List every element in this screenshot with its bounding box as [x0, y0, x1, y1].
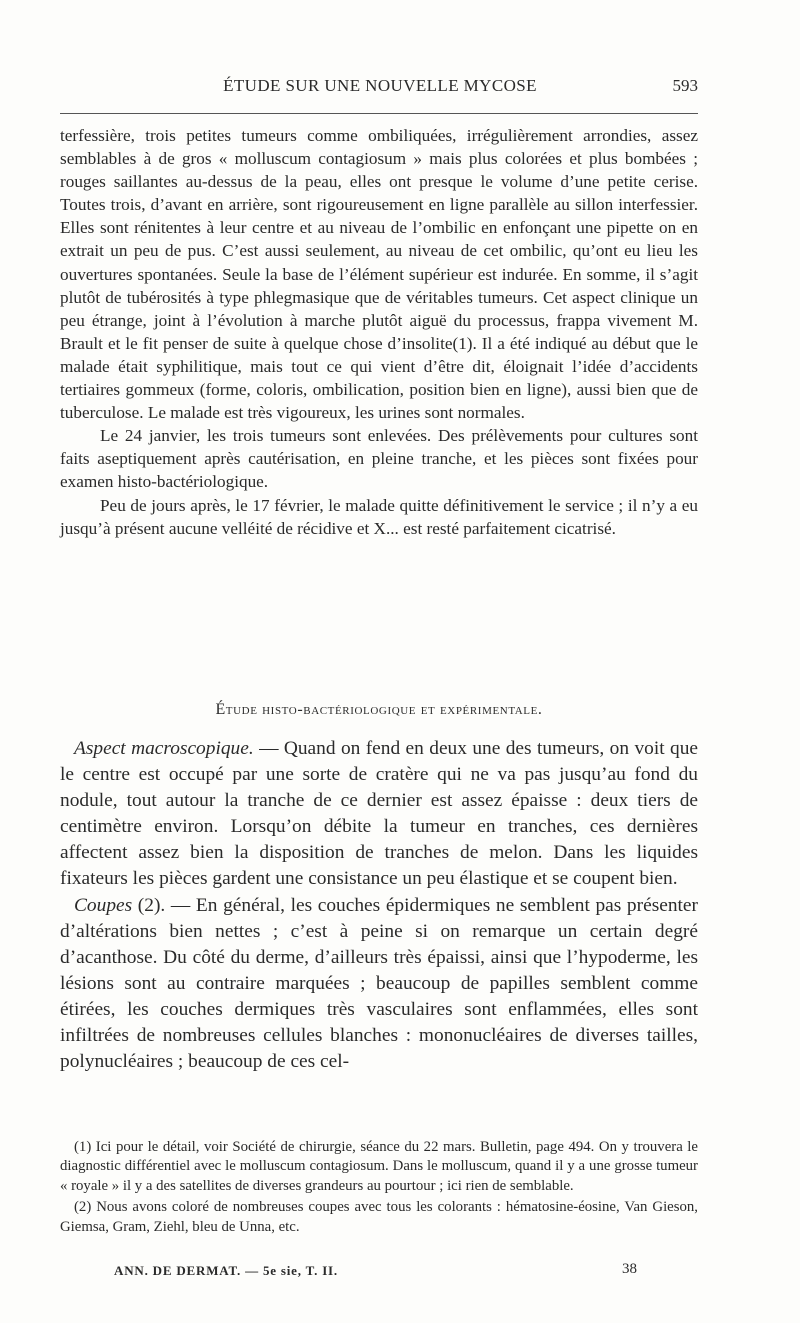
page-footer [60, 1261, 698, 1283]
page-header [60, 76, 700, 100]
running-title: ÉTUDE SUR UNE NOUVELLE MYCOSE [223, 76, 537, 95]
header-rule [60, 113, 698, 114]
section-heading: Étude histo-bactériologique et expérimentale. [215, 701, 543, 718]
footnote-ref: (2) [132, 894, 161, 916]
paragraph [60, 893, 698, 1076]
signature-number: 38 [622, 1261, 637, 1277]
footnote-1: (1) Ici pour le détail, voir Société de chirurgie, séance du 22 mars. Bulletin, page 494. On y trouvera le diagnostic différentiel avec le molluscum contagiosum. Dans le molluscum, quand il y a une grosse tumeur « royale » il y a des satellites de diverses grandeurs au pourtour ; ici rien de semblable. [60, 1139, 698, 1194]
journal-reference: ANN. DE DERMAT. — 5e sie, T. II. [114, 1263, 338, 1278]
paragraph-text: . — En général, les couches épidermiques ne semblent pas présenter d’altérations bien nettes ; c’est à peine si on remarque un certain degré d’acanthose. Du côté du derme, d’ailleurs très épaissi, ainsi que l’hypoderme, les lésions sont au contraire marquées ; beaucoup de papilles semblent comme étirées, les couches dermiques très vasculaires sont enflammées, elles sont infiltrées de nombreuses cellules blanches : mononucléaires de diverses tailles, polynucléaires ; beaucoup de ces cel- [60, 894, 698, 1073]
footnotes [60, 1138, 698, 1239]
study-text [60, 736, 698, 1075]
paragraph-label: Aspect macroscopique. [74, 738, 254, 759]
case-description [60, 124, 698, 540]
paragraph-text: — Quand on fend en deux une des tumeurs, on voit que le centre est occupé par une sorte de cratère qui ne va pas jusqu’au fond du nodule, tout autour la tranche de ce dernier est assez épaisse : deux tiers de centimètre environ. Lorsqu’on débite la tumeur en tranches, ces dernières affectent assez bien la disposition de tranches de melon. Dans les liquides fixateurs les pièces gardent une consistance un peu élastique et se coupent bien. [60, 738, 698, 890]
paragraph: Peu de jours après, le 17 février, le malade quitte définitivement le service ; il n’y a eu jusqu’à présent aucune velléité de récidive et X... est resté parfaitement cicatrisé. [60, 495, 698, 538]
page-number: 593 [672, 76, 698, 95]
paragraph-label: Coupes [74, 894, 133, 916]
paragraph [60, 736, 698, 893]
paragraph: terfessière, trois petites tumeurs comme ombiliquées, irrégulièrement arrondies, assez semblables à de gros « molluscum contagiosum » mais plus colorées et plus bombées ; rouges saillantes au-dessus de la peau, elles ont presque le volume d’une petite cerise. Toutes trois, d’avant en arrière, sont rigoureusement en ligne parallèle au sillon interfessier. Elles sont rénitentes à leur centre et au niveau de l’ombilic en enfonçant une pipette on en extrait un peu de pus. C’est aussi seulement, au niveau de cet ombilic, qu’ont eu lieu les ouvertures spontanées. Seule la base de l’élément supérieur est indurée. En somme, il s’agit plutôt de tubérosités à type phlegmasique que de véritables tumeurs. Cet aspect clinique un peu étrange, joint à l’évolution à marche plutôt aiguë du processus, frappa vivement M. Brault et le fit penser de suite à quelque chose d’insolite(1). Il a été indiqué au début que le malade était syphilitique, mais tout ce qui vient d’être dit, éloignait l’idée d’accidents tertiaires gommeux (forme, coloris, ombilication, position bien en ligne), aussi bien que de tuberculose. Le malade est très vigoureux, les urines sont normales. [60, 126, 698, 423]
footnote-2: (2) Nous avons coloré de nombreuses coupes avec tous les colorants : hématosine-éosine, Van Gieson, Giemsa, Gram, Ziehl, bleu de Unna, etc. [60, 1199, 698, 1235]
paragraph: Le 24 janvier, les trois tumeurs sont enlevées. Des prélèvements pour cultures sont faits aseptiquement après cautérisation, en pleine tranche, et les pièces sont fixées pour examen histo-bactériologique. [60, 426, 698, 492]
